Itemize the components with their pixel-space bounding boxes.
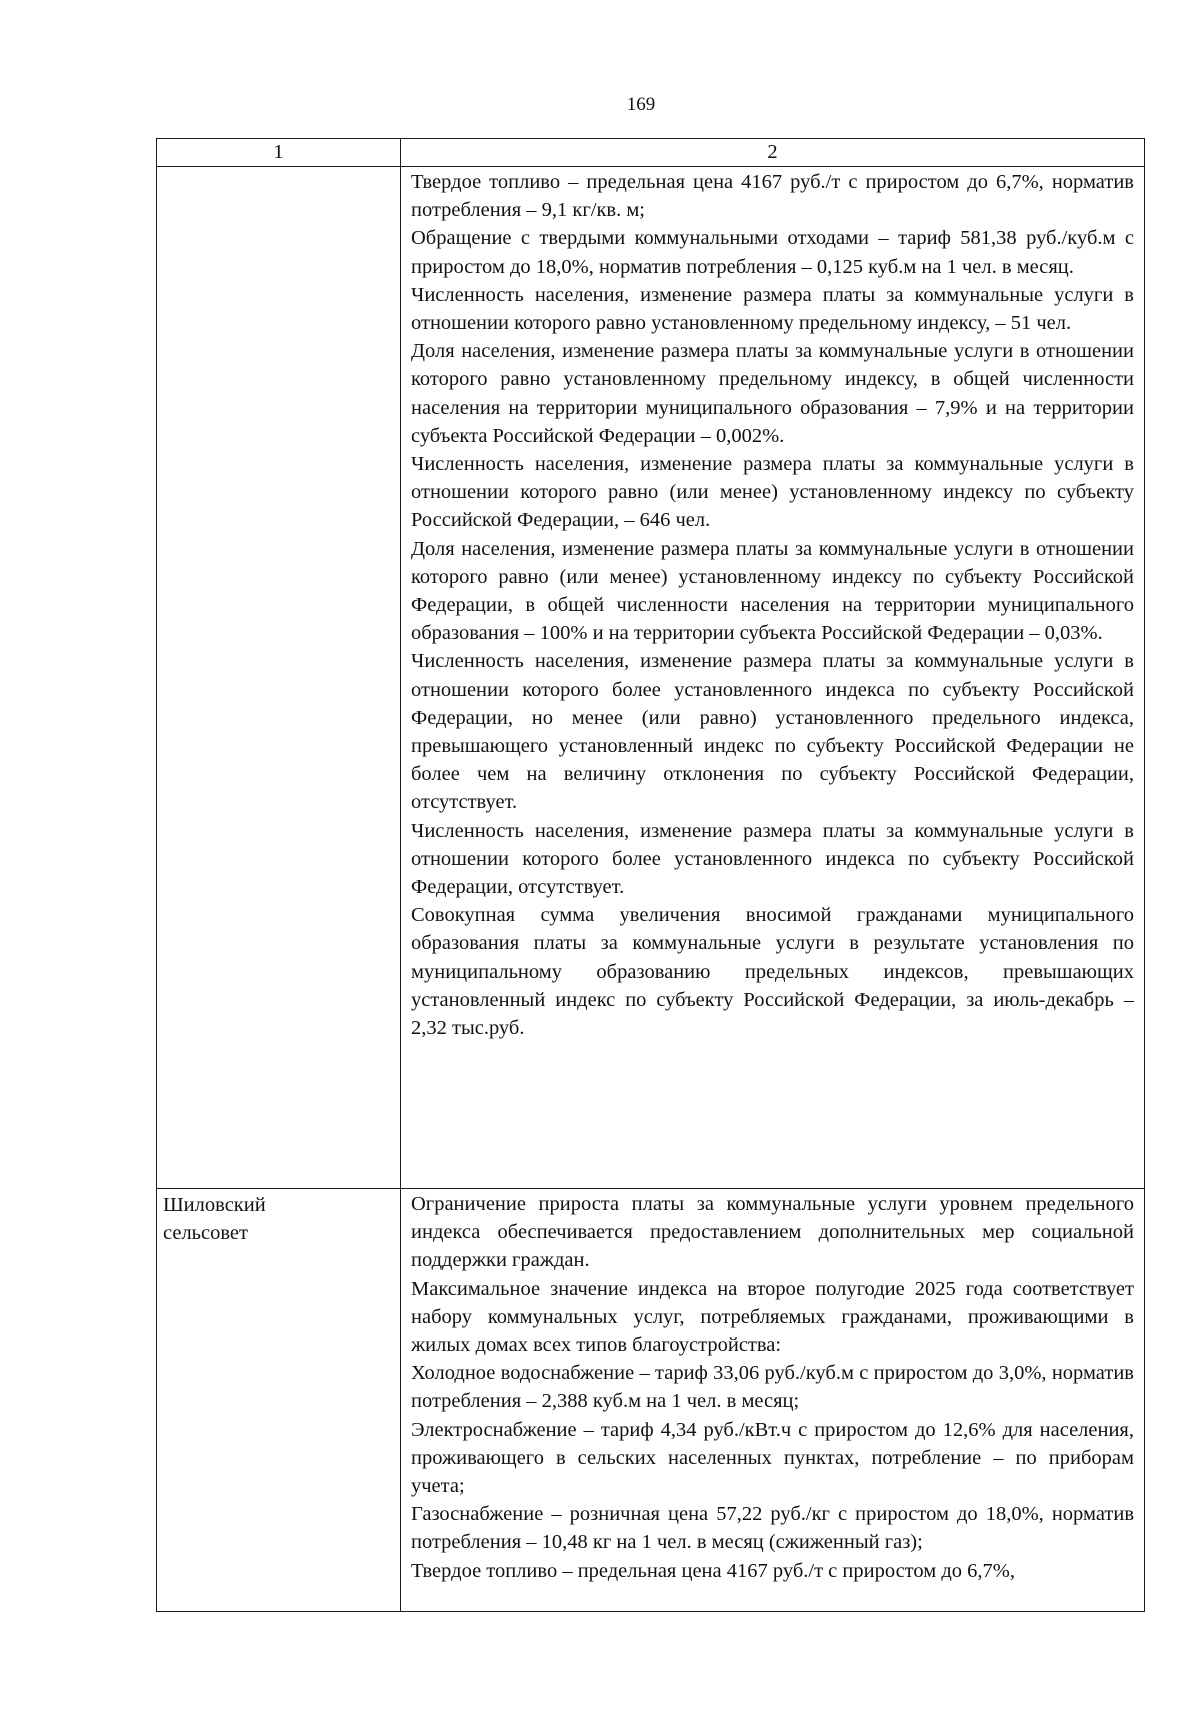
paragraph: Численность населения, изменение размера платы за коммунальные услуги в отношении которого более установленного индекса по субъекту Российской Федерации, отсутствует. [411,819,1134,899]
column-header-2: 2 [401,139,1145,167]
description-cell [401,1189,1145,1612]
paragraph: Электроснабжение – тариф 4,34 руб./кВт.ч с приростом до 12,6% для населения, проживающего в сельских населенных пунктах, потребление – по приборам учета; [411,1418,1134,1498]
column-header-1: 1 [157,139,401,167]
description-cell [401,167,1145,1189]
document-table [156,138,1145,1612]
paragraph: Холодное водоснабжение – тариф 33,06 руб./куб.м с приростом до 3,0%, норматив потребления – 2,388 куб.м на 1 чел. в месяц; [411,1362,1134,1413]
paragraph: Доля населения, изменение размера платы за коммунальные услуги в отношении которого равно (или менее) установленному индексу по субъекту Российской Федерации, в общей численности населения на территории муниципального образования – 100% и на территории субъекта Российской Федерации – 0,03%. [411,537,1134,645]
paragraph: Твердое топливо – предельная цена 4167 руб./т с приростом до 6,7%, норматив потребления – 9,1 кг/кв. м; [411,171,1134,222]
municipality-cell [157,1189,401,1612]
table-row [157,1189,1145,1612]
municipality-name-line: Шиловский [163,1194,266,1216]
municipality-cell [157,167,401,1189]
paragraph: Численность населения, изменение размера платы за коммунальные услуги в отношении которого равно установленному предельному индексу, – 51 чел. [411,283,1134,335]
municipality-name-line: сельсовет [163,1222,248,1245]
paragraph: Ограничение прироста платы за коммунальные услуги уровнем предельного индекса обеспечивается предоставлением дополнительных мер социальной поддержки граждан. [411,1193,1134,1272]
paragraph: Численность населения, изменение размера платы за коммунальные услуги в отношении которого равно (или менее) установленному индексу по субъекту Российской Федерации, – 646 чел. [411,453,1134,532]
paragraph: Совокупная сумма увеличения вносимой гражданами муниципального образования платы за коммунальные услуги в результате установления по муниципальному образованию предельных индексов, превышающих установленный индекс по субъекту Российской Федерации, за июль-декабрь – 2,32 тыс.руб. [411,904,1134,1040]
paragraph: Газоснабжение – розничная цена 57,22 руб./кг с приростом до 18,0%, норматив потребления – 10,48 кг на 1 чел. в месяц (сжиженный газ); [411,1503,1134,1554]
table-header-row [157,139,1145,167]
paragraph: Твердое топливо – предельная цена 4167 руб./т с приростом до 6,7%, [411,1559,1015,1582]
paragraph: Численность населения, изменение размера платы за коммунальные услуги в отношении которого более установленного индекса по субъекту Российской Федерации, но менее (или равно) установленного предельного индекса, превышающего установленный индекс по субъекту Российской Федерации не более чем на величину отклонения по субъекту Российской Федерации, отсутствует. [411,650,1134,814]
table-row [157,167,1145,1189]
paragraph: Доля населения, изменение размера платы за коммунальные услуги в отношении которого равно установленному предельному индексу, в общей численности населения на территории муниципального образования – 7,9% и на территории субъекта Российской Федерации – 0,002%. [411,340,1134,447]
paragraph: Обращение с твердыми коммунальными отходами – тариф 581,38 руб./куб.м с приростом до 18,0%, норматив потребления – 0,125 куб.м на 1 чел. в месяц. [411,227,1134,278]
paragraph: Максимальное значение индекса на второе полугодие 2025 года соответствует набору коммунальных услуг, потребляемых гражданами, проживающими в жилых домах всех типов благоустройства: [411,1277,1134,1357]
page-number: 169 [626,94,656,115]
